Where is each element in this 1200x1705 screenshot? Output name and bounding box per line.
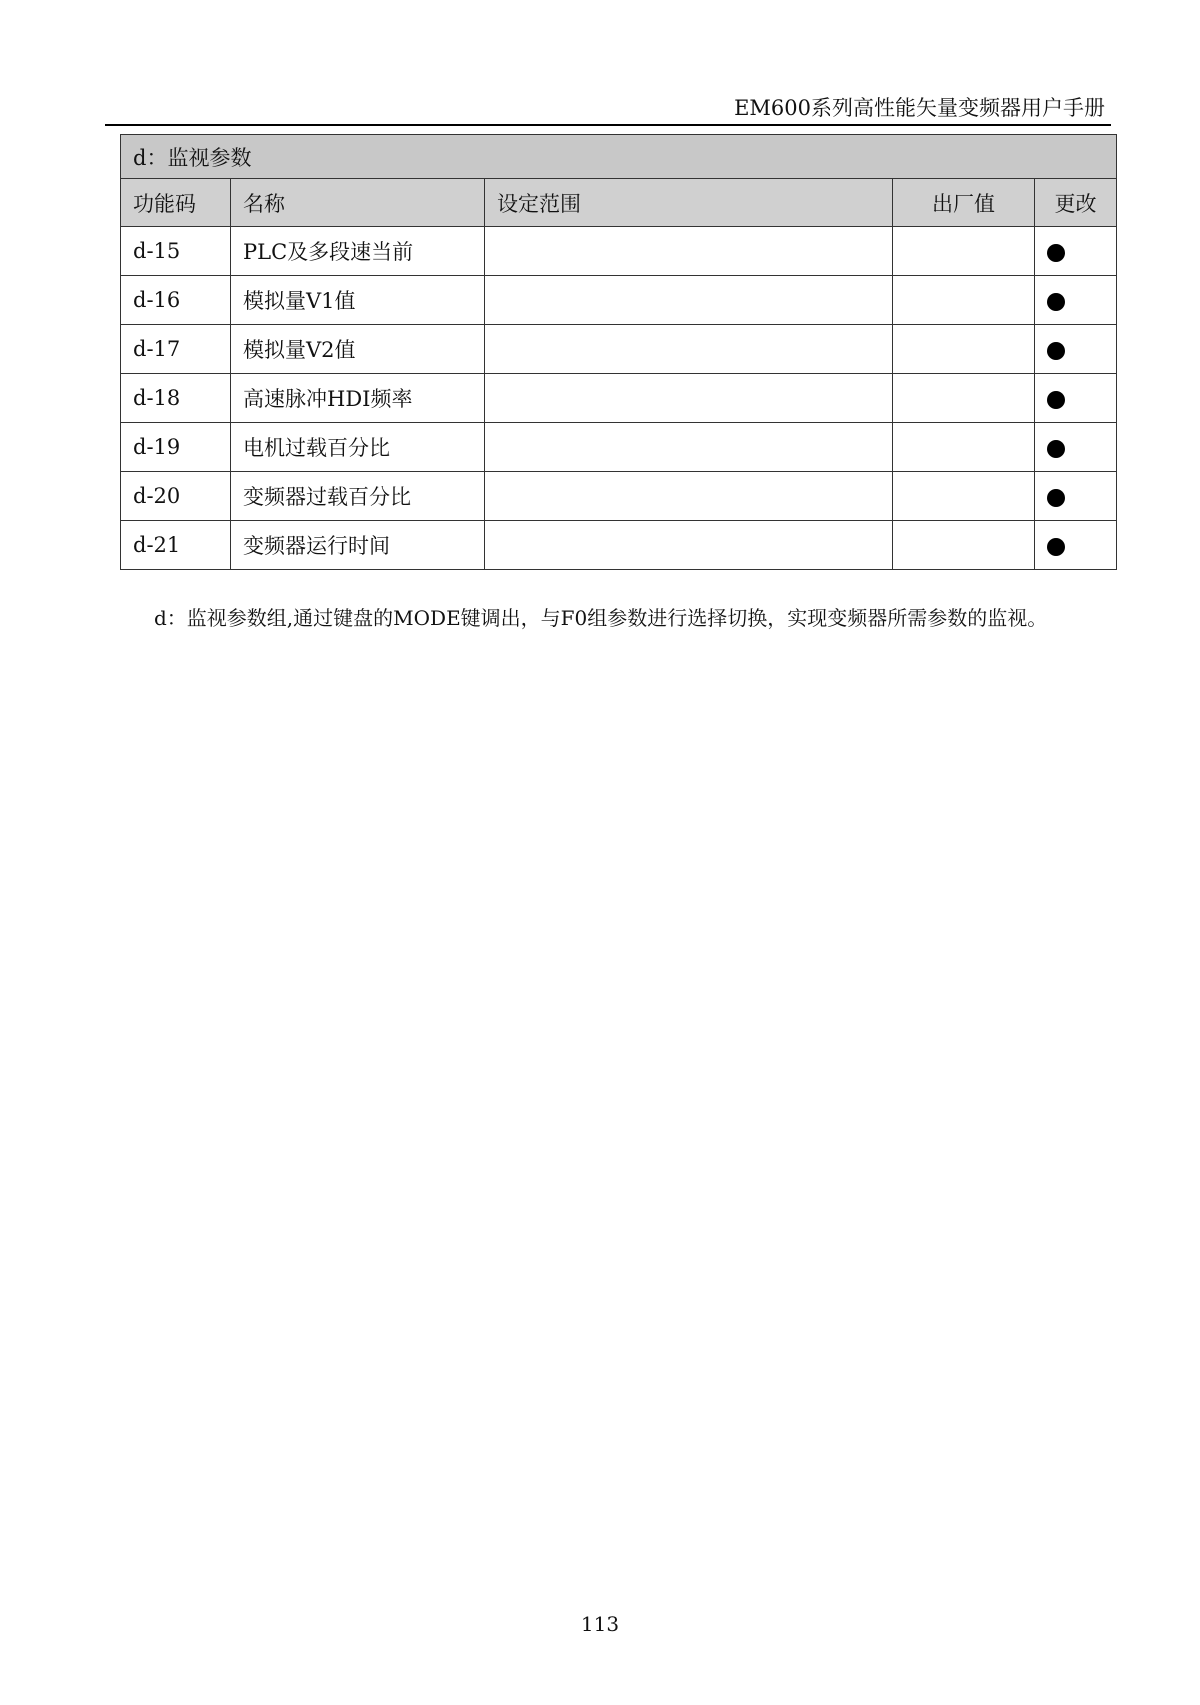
table-title: d：监视参数 — [121, 135, 1117, 179]
parameter-name: 变频器过载百分比 — [231, 472, 485, 521]
table-row — [121, 521, 1117, 570]
table-header-row — [121, 179, 1117, 227]
page-header — [105, 88, 1111, 126]
column-header-code: 功能码 — [121, 179, 231, 227]
column-header-change: 更改 — [1035, 179, 1117, 227]
parameter-default — [893, 374, 1035, 423]
parameter-change — [1035, 521, 1117, 570]
parameter-code: d-17 — [121, 325, 231, 374]
parameter-code: d-16 — [121, 276, 231, 325]
parameter-change — [1035, 227, 1117, 276]
parameter-code: d-18 — [121, 374, 231, 423]
dot-icon — [1047, 293, 1065, 311]
table-title-row — [121, 135, 1117, 179]
column-header-name: 名称 — [231, 179, 485, 227]
column-header-range: 设定范围 — [485, 179, 893, 227]
parameter-change — [1035, 423, 1117, 472]
table-row — [121, 423, 1117, 472]
dot-icon — [1047, 440, 1065, 458]
parameter-change — [1035, 276, 1117, 325]
dot-icon — [1047, 244, 1065, 262]
parameter-default — [893, 521, 1035, 570]
parameter-change — [1035, 325, 1117, 374]
parameter-name: 变频器运行时间 — [231, 521, 485, 570]
dot-icon — [1047, 489, 1065, 507]
parameter-code: d-15 — [121, 227, 231, 276]
parameter-range — [485, 423, 893, 472]
parameter-name: 模拟量V2值 — [231, 325, 485, 374]
dot-icon — [1047, 538, 1065, 556]
parameter-name: PLC及多段速当前 — [231, 227, 485, 276]
manual-title: EM600系列高性能矢量变频器用户手册 — [734, 96, 1105, 120]
dot-icon — [1047, 391, 1065, 409]
table-row — [121, 374, 1117, 423]
parameter-default — [893, 276, 1035, 325]
table-row — [121, 227, 1117, 276]
monitor-parameter-note: d：监视参数组,通过键盘的MODE键调出，与F0组参数进行选择切换，实现变频器所需参数的监视。 — [154, 606, 1048, 630]
table-row — [121, 472, 1117, 521]
parameter-range — [485, 521, 893, 570]
monitor-parameter-table — [120, 134, 1117, 570]
column-header-default: 出厂值 — [893, 179, 1035, 227]
parameter-range — [485, 472, 893, 521]
parameter-code: d-20 — [121, 472, 231, 521]
parameter-range — [485, 325, 893, 374]
parameter-range — [485, 227, 893, 276]
parameter-change — [1035, 472, 1117, 521]
parameter-change — [1035, 374, 1117, 423]
parameter-code: d-19 — [121, 423, 231, 472]
table-row — [121, 325, 1117, 374]
dot-icon — [1047, 342, 1065, 360]
parameter-default — [893, 227, 1035, 276]
parameter-name: 电机过载百分比 — [231, 423, 485, 472]
page-number: 113 — [580, 1612, 620, 1636]
parameter-name: 模拟量V1值 — [231, 276, 485, 325]
parameter-default — [893, 423, 1035, 472]
parameter-default — [893, 472, 1035, 521]
parameter-name: 高速脉冲HDI频率 — [231, 374, 485, 423]
parameter-range — [485, 276, 893, 325]
parameter-code: d-21 — [121, 521, 231, 570]
table-row — [121, 276, 1117, 325]
parameter-default — [893, 325, 1035, 374]
parameter-range — [485, 374, 893, 423]
